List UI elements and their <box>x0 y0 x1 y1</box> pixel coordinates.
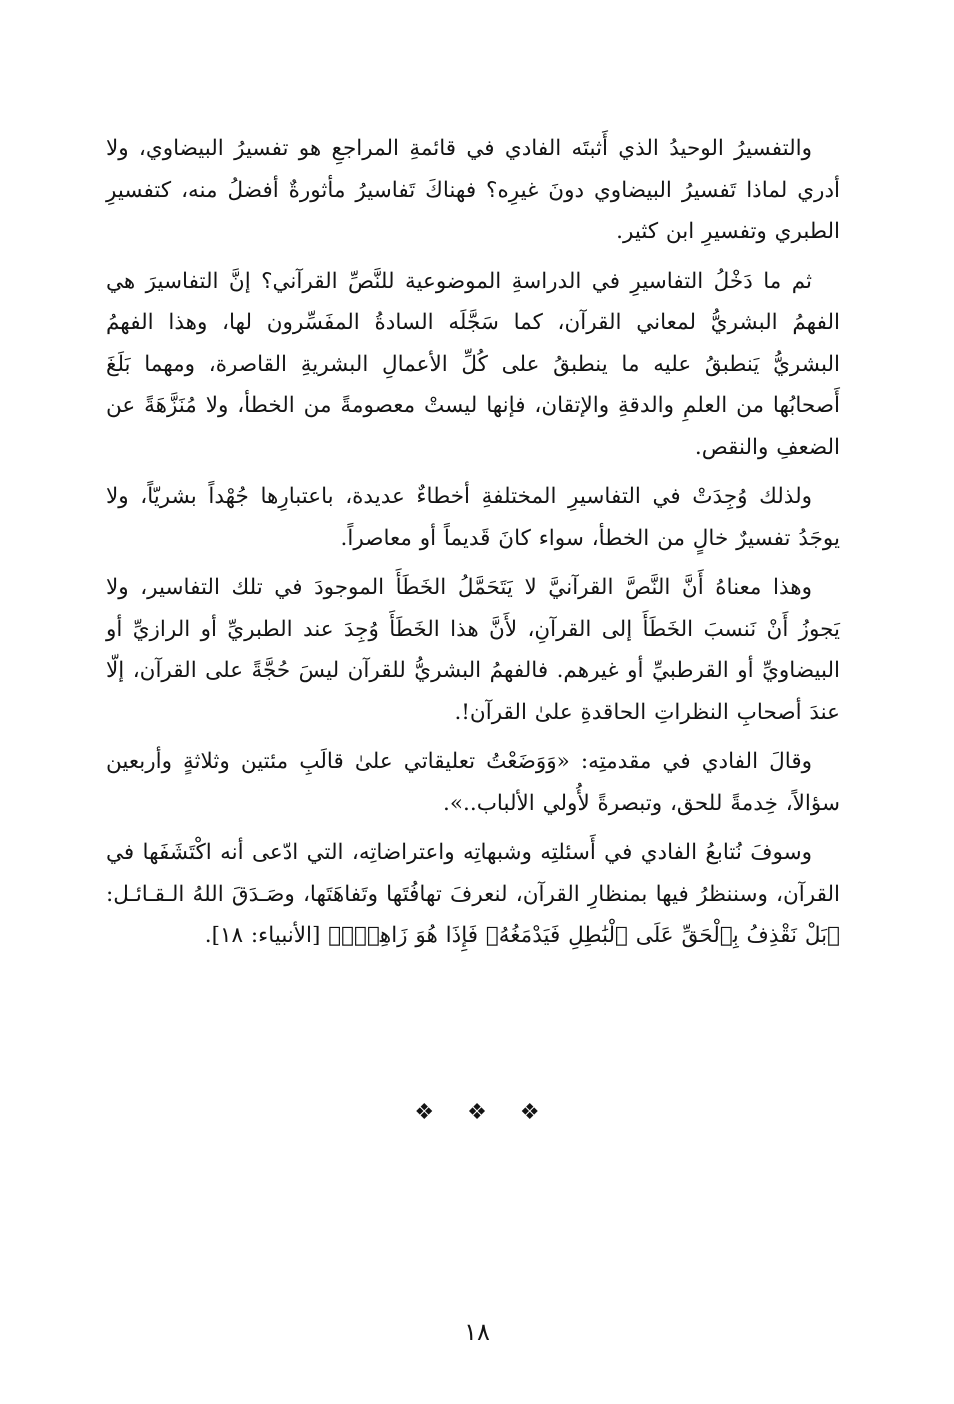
paragraph-1: والتفسيرُ الوحيدُ الذي أَثبتَه الفادي في قائمةِ المراجعِ هو تفسيرُ البيضاوي، ولا أدري لماذا تَفسيرُ البيضاوي دونَ غيرِه؟ فهناكَ تَفاسيرُ مأثورةٌ أفضلُ منه، كتفسيرِ الطبري وتفسيرِ ابن كثير. <box>106 136 840 244</box>
paragraph-2: ثم ما دَخْلُ التفاسيرِ في الدراسةِ الموضوعية للنَّصِّ القرآني؟ إنَّ التفاسيرَ هي الفهمُ البشريُّ لمعاني القرآن، كما سَجَّلَه السادةُ المفَسِّرون لها، وهذا الفهمُ البشريُّ يَنطبقُ عليه ما ينطبقُ على كُلِّ الأعمالِ البشريةِ القاصرة، ومهما بَلَغَ أَصحابُها من العلمِ والدقةِ والإتقان، فإنها ليستْ معصومةً من الخطأ، ولا مُنَزَّهَةً عن الضعفِ والنقص. <box>106 268 840 460</box>
paragraph-3: ولذلك وُجِدَتْ في التفاسيرِ المختلفةِ أخطاءٌ عديدة، باعتبارِها جُهْداً بشريّاً، ولا يوجَدُ تفسيرٌ خالٍ من الخطأ، سواء كانَ قَديماً أو معاصراً. <box>106 484 840 551</box>
page-number: ١٨ <box>464 1318 490 1346</box>
section-divider <box>0 1100 954 1125</box>
page-body <box>106 128 840 957</box>
paragraph-6: وسوفَ نُتابعُ الفادي في أَسئلتِه وشبهاتِه واعتراضاتِه، التي ادّعى أنه اكْتَشَفَها في القرآن، وسننظرُ فيها بمنظارِ القرآن، لنعرفَ تهافُتَها وتَفاهَتَها، وصَـدَقَ اللهُ الـقـائـل: ﴿بَلْ نَقْذِفُ بِٱلْحَقِّ عَلَى ٱلْبَٰطِلِ فَيَدْمَغُهُۥ فَإِذَا هُوَ زَاهِقٌۚ﴾ [الأنبياء: ١٨]. <box>106 840 840 948</box>
ornament-diamond-icon: ❖ <box>414 1100 435 1125</box>
ornament-diamond-icon: ❖ <box>519 1100 540 1125</box>
paragraph-5: وقالَ الفادي في مقدمتِه: «وَوَضَعْتُ تعليقاتي علىٰ قالَبِ مئتين وثلاثةٍ وأربعين سؤالاً، خِدمةً للحق، وتبصرةً لأُولي الألباب..». <box>106 749 840 816</box>
ornament-diamond-icon: ❖ <box>467 1100 487 1125</box>
paragraph-4: وهذا معناهُ أَنَّ النَّصَّ القرآنيَّ لا يَتَحَمَّلُ الخَطَأَ الموجودَ في تلك التفاسير، ولا يَجوزُ أَنْ نَنسبَ الخَطَأَ إلى القرآنِ، لأَنَّ هذا الخَطَأَ وُجِدَ عند الطبريِّ أو الرازيِّ أو البيضاويِّ أو القرطبيِّ أو غيرهم. فالفهمُ البشريُّ للقرآن ليسَ حُجَّةً على القرآن، إلّا عندَ أصحابِ النظراتِ الحاقدةِ علىٰ القرآن!. <box>106 575 840 725</box>
